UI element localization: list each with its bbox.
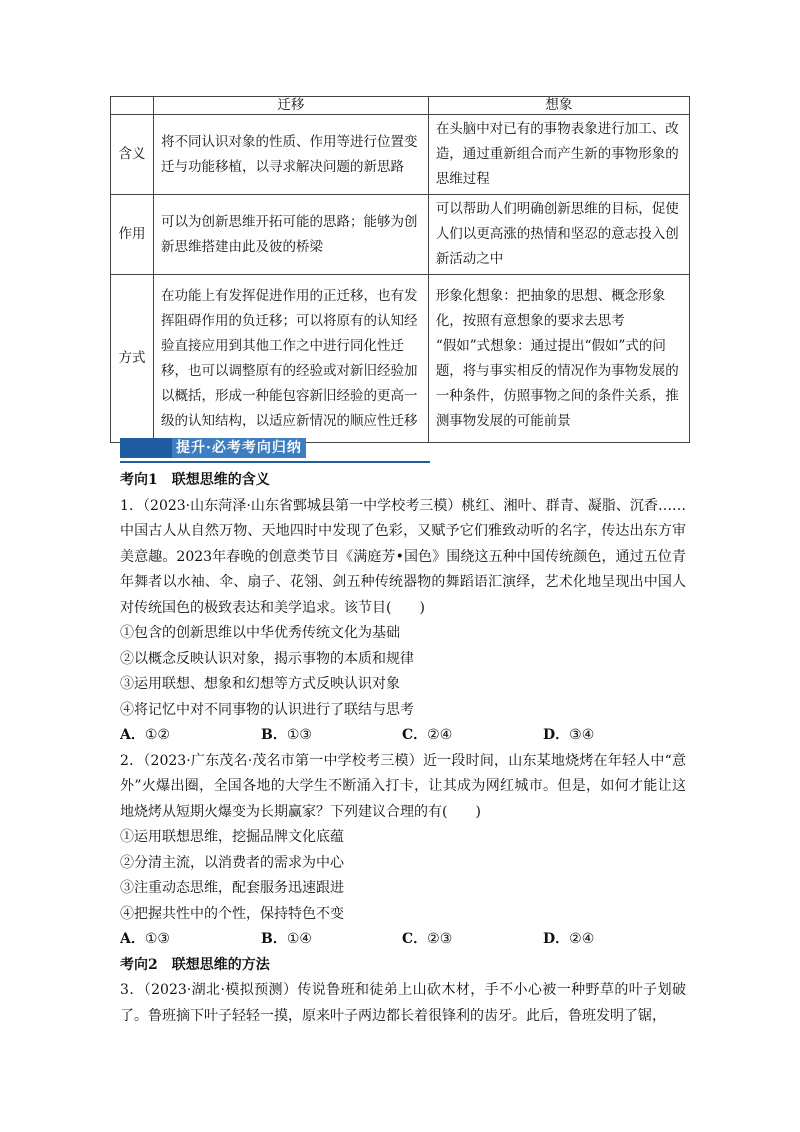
statement-item: ②分清主流，以消费者的需求为中心 (120, 854, 344, 871)
banner-accent-bar (120, 438, 172, 458)
option-letter: C． (402, 727, 428, 743)
option-text: ①② (144, 727, 170, 743)
answer-option-a[interactable] (120, 723, 261, 749)
option-letter: B． (261, 931, 287, 947)
question-number: 3． (120, 982, 144, 998)
answer-options (120, 723, 686, 749)
table-header-row (111, 97, 690, 115)
option-text: ①③ (144, 931, 170, 947)
option-text: ②③ (427, 931, 453, 947)
option-letter: D． (543, 931, 570, 947)
question-content (120, 468, 686, 1029)
statement-item: ①运用联想思维，挖掘品牌文化底蕴 (120, 829, 344, 845)
question-text: （2023·广东茂名·茂名市第一中学校考三模）近一段时间，山东某地烧烤在年轻人中“意外”火爆出圈，全国各地的大学生不断涌入打卡，让其成为网红城市。但是，如何才能让这地烧烤从短期火爆变为长期赢家？下列建议合理的有( ) (120, 752, 686, 820)
option-letter: C． (402, 931, 428, 947)
cell-migration-function: 可以为创新思维开拓可能的思路；能够为创新思维搭建由此及彼的桥梁 (154, 195, 429, 275)
table-row (111, 115, 690, 195)
statement-item: ③运用联想、想象和幻想等方式反映认识对象 (120, 676, 400, 692)
table-header-migration: 迁移 (154, 97, 429, 115)
table-row (111, 195, 690, 275)
option-letter: D． (543, 727, 570, 743)
table-header-imagination: 想象 (428, 97, 689, 115)
question-1-stem (120, 494, 686, 622)
table-row (111, 275, 690, 443)
statement-item: ④将记忆中对不同事物的认识进行了联结与思考 (120, 701, 414, 718)
question-number: 2． (120, 752, 144, 769)
section-title: 提升·必考考向归纳 (172, 438, 306, 458)
banner-underline (120, 461, 430, 463)
table-header-corner (111, 97, 154, 115)
answer-option-d[interactable] (543, 723, 684, 749)
option-letter: A． (120, 727, 145, 743)
option-text: ②④ (569, 931, 595, 947)
statement-item: ④把握共性中的个性，保持特色不变 (120, 905, 344, 922)
statement-item: ③注重动态思维，配套服务迅速跟进 (120, 880, 344, 896)
statement-item: ②以概念反映认识对象，揭示事物的本质和规律 (120, 650, 414, 667)
comparison-table (110, 96, 690, 443)
question-number: 1． (120, 497, 143, 514)
option-text: ③④ (569, 727, 595, 743)
imagination-method-line: 形象化想象：把抽象的思想、概念形象化，按照有意想象的要求去思考 (435, 287, 666, 329)
option-text: ②④ (427, 727, 453, 743)
answer-option-b[interactable] (261, 927, 402, 953)
row-label-meaning: 含义 (111, 115, 154, 195)
cell-migration-method: 在功能上有发挥促进作用的正迁移，也有发挥阻碍作用的负迁移；可以将原有的认知经验直接应用到其他工作之中进行同化性迁移，也可以调整原有的经验或对新旧经验加以概括，形成一种能包容新旧经验的更高一级的认知结构，以适应新情况的顺应性迁移 (154, 275, 429, 443)
answer-options (120, 927, 686, 953)
statement-item: ①包含的创新思维以中华优秀传统文化为基础 (120, 625, 400, 641)
row-label-method: 方式 (111, 275, 154, 443)
answer-option-b[interactable] (261, 723, 402, 749)
cell-imagination-function: 可以帮助人们明确创新思维的目标，促使人们以更高涨的热情和坚忍的意志投入创新活动之中 (428, 195, 689, 275)
question-text: （2023·山东菏泽·山东省鄄城县第一中学校考三模）桃红、湘叶、群青、凝脂、沉香……中国古人从自然万物、天地四时中发现了色彩，又赋予它们雅致动听的名字，传达出东方审美意趣。2023年春晚的创意类节目《满庭芳•国色》围绕这五种中国传统颜色，通过五位青年舞者以水袖、伞、扇子、花翎、剑五种传统器物的舞蹈语汇演绎，艺术化地呈现出中国人对传统国色的极致表达和美学追求。该节目( ) (120, 497, 686, 616)
answer-option-c[interactable] (402, 723, 543, 749)
question-text: （2023·湖北·模拟预测）传说鲁班和徒弟上山砍木材，手不小心被一种野草的叶子划破了。鲁班摘下叶子轻轻一摸，原来叶子两边都长着很锋利的齿牙。此后，鲁班发明了锯， (120, 982, 686, 1024)
cell-imagination-meaning: 在头脑中对已有的事物表象进行加工、改造，通过重新组合而产生新的事物形象的思维过程 (428, 115, 689, 195)
question-3-stem (120, 978, 686, 1029)
cell-imagination-method (428, 275, 689, 443)
imagination-method-line: “假如”式想象：通过提出“假如”式的问题，将与事实相反的情况作为事物发展的一种条件，仿照事物之间的条件关系，推测事物发展的可能前景 (435, 337, 679, 429)
option-text: ①④ (286, 931, 312, 947)
option-text: ①③ (286, 727, 312, 743)
question-2-stem (120, 749, 686, 826)
option-letter: A． (120, 931, 145, 947)
answer-option-c[interactable] (402, 927, 543, 953)
topic-heading: 考向1 联想思维的含义 (120, 472, 270, 488)
cell-migration-meaning: 将不同认识对象的性质、作用等进行位置变迁与功能移植，以寻求解决问题的新思路 (154, 115, 429, 195)
answer-option-a[interactable] (120, 927, 261, 953)
row-label-function: 作用 (111, 195, 154, 275)
topic-heading: 考向2 联想思维的方法 (120, 956, 270, 973)
option-letter: B． (261, 727, 287, 743)
answer-option-d[interactable] (543, 927, 684, 953)
section-banner (120, 438, 430, 464)
